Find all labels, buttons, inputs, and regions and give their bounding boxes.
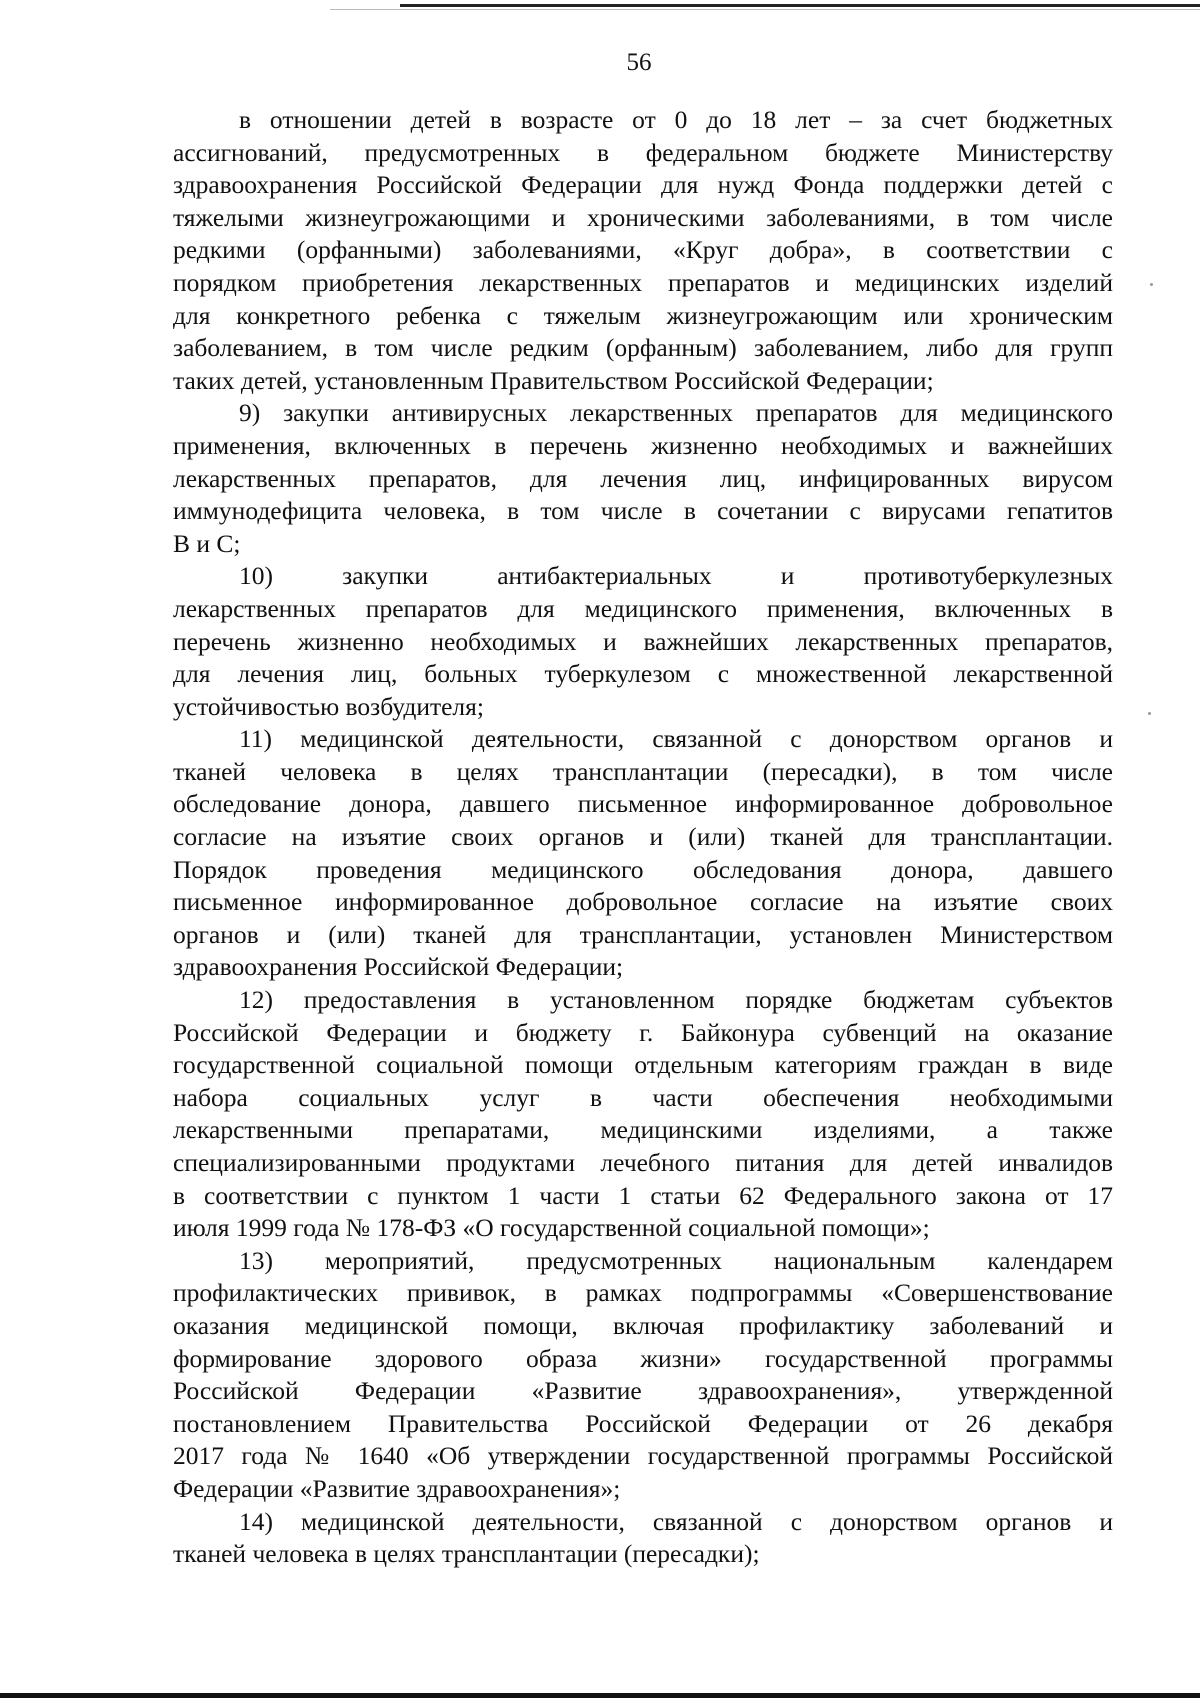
text-line: В и С; [173,528,241,558]
text-line: государственной социальной помощи отдельным категориям граждан в виде [173,1050,1113,1080]
text-line: 10) закупки антибактериальных и противотуберкулезных [239,561,1113,591]
paragraph-item-10 [173,560,1113,723]
text-line: лекарственными препаратами, медицинскими изделиями, а также [173,1115,1113,1145]
text-line: здравоохранения Российской Федерации для нужд Фонда поддержки детей с [173,170,1113,200]
text-line: иммунодефицита человека, в том числе в сочетании с вирусами гепатитов [173,496,1113,526]
text-line: 13) мероприятий, предусмотренных национальным календарем [239,1245,1113,1275]
text-line: оказания медицинской помощи, включая профилактику заболеваний и [173,1310,1113,1340]
text-line: 9) закупки антивирусных лекарственных препаратов для медицинского [239,398,1113,428]
scan-edge-bottom [0,1693,1200,1698]
text-line: таких детей, установленным Правительством Российской Федерации; [173,365,934,395]
text-line: 14) медицинской деятельности, связанной с донорством органов и [239,1506,1113,1536]
text-line: специализированными продуктами лечебного питания для детей инвалидов [173,1148,1113,1177]
paragraph-item-13 [173,1245,1113,1506]
paragraph-item-14 [173,1506,1113,1571]
text-line: редкими (орфанными) заболеваниями, «Круг добра», в соответствии с [173,235,1113,265]
text-line: Российской Федерации и бюджету г. Байконура субвенций на оказание [173,1017,1113,1047]
text-line: 12) предоставления в установленном порядке бюджетам субъектов [239,985,1113,1015]
text-line: ассигнований, предусмотренных в федеральном бюджете Министерству [173,137,1113,167]
text-line: обследование донора, давшего письменное информированное добровольное [173,789,1113,819]
text-line: лекарственных препаратов для медицинского применения, включенных в [173,593,1113,623]
text-line: для конкретного ребенка с тяжелым жизнеугрожающим или хроническим [173,300,1113,330]
text-line: для лечения лиц, больных туберкулезом с множественной лекарственной [173,659,1113,689]
text-line: 2017 года № 1640 «Об утверждении государственной программы Российской [173,1441,1113,1471]
text-line: устойчивостью возбудителя; [173,691,484,721]
text-line: применения, включенных в перечень жизненно необходимых и важнейших [173,430,1113,460]
text-line: заболеванием, в том числе редким (орфанным) заболеванием, либо для групп [173,333,1113,363]
text-line: в соответствии с пунктом 1 части 1 статьи 62 Федерального закона от 17 [173,1180,1113,1210]
text-line: постановлением Правительства Российской Федерации от 26 декабря [173,1408,1113,1438]
text-line: июля 1999 года № 178-ФЗ «О государственной социальной помощи»; [173,1213,930,1243]
text-line: Российской Федерации «Развитие здравоохранения», утвержденной [173,1376,1113,1406]
text-line: в отношении детей в возрасте от 0 до 18 лет – за счет бюджетных [239,105,1113,134]
text-line: здравоохранения Российской Федерации; [173,952,624,982]
page-number: 56 [626,49,652,76]
scan-speck [1148,712,1151,715]
text-line: набора социальных услуг в части обеспечения необходимыми [173,1082,1113,1112]
scan-edge-top-thin [330,9,1200,10]
text-line: тканей человека в целях трансплантации (пересадки), в том числе [173,756,1113,786]
scan-speck [1150,283,1153,286]
text-line: профилактических прививок, в рамках подпрограммы «Совершенствование [173,1278,1113,1308]
document-body [173,104,1113,1571]
text-line: 11) медицинской деятельности, связанной с донорством органов и [239,724,1113,754]
text-line: лекарственных препаратов, для лечения лиц, инфицированных вирусом [173,463,1113,493]
text-line: формирование здорового образа жизни» государственной программы [173,1343,1113,1373]
text-line: согласие на изъятие своих органов и (или) тканей для трансплантации. [173,822,1113,852]
scan-edge-top [400,4,1200,7]
text-line: перечень жизненно необходимых и важнейших лекарственных препаратов, [173,626,1113,656]
text-line: порядком приобретения лекарственных препаратов и медицинских изделий [173,267,1113,297]
paragraph-item-9 [173,397,1113,560]
text-line: Федерации «Развитие здравоохранения»; [173,1473,621,1503]
paragraph-item-12 [173,984,1113,1245]
text-line: органов и (или) тканей для трансплантации, установлен Министерством [173,919,1113,949]
text-line: тканей человека в целях трансплантации (пересадки); [173,1539,760,1569]
paragraph-item-11 [173,723,1113,984]
paragraph-intro [173,104,1113,397]
text-line: Порядок проведения медицинского обследования донора, давшего [173,854,1113,884]
text-line: тяжелыми жизнеугрожающими и хроническими заболеваниями, в том числе [173,202,1113,232]
text-line: письменное информированное добровольное согласие на изъятие своих [173,887,1113,917]
